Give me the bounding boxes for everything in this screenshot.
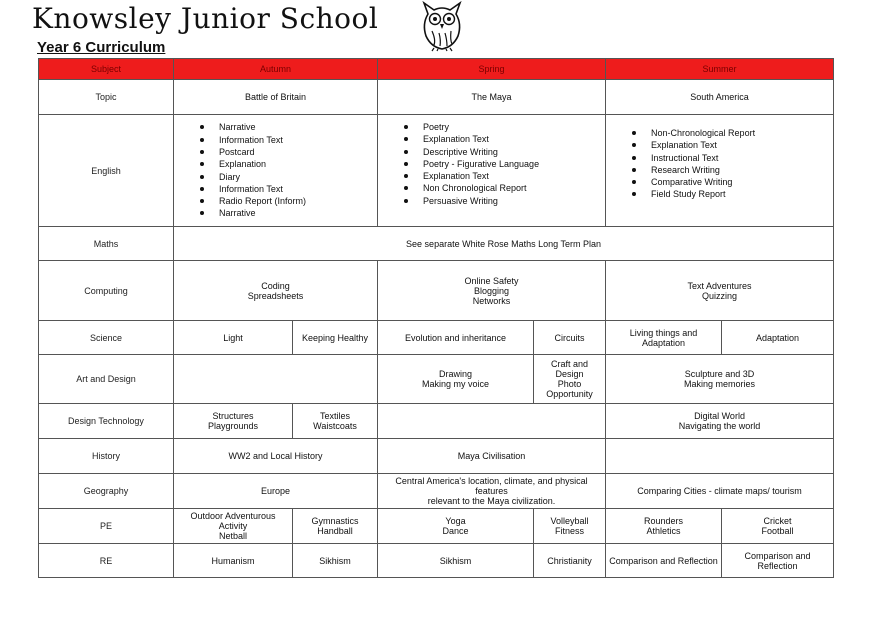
table-cell (606, 439, 834, 474)
list-item: Field Study Report (651, 188, 830, 200)
table-cell: Text Adventures Quizzing (606, 261, 834, 321)
table-cell: The Maya (378, 80, 606, 115)
table-cell: Sculpture and 3D Making memories (606, 355, 834, 404)
bullet-list (609, 127, 830, 201)
table-row (39, 404, 834, 439)
list-item: Poetry - Figurative Language (423, 158, 602, 170)
table-cell: Drawing Making my voice (378, 355, 534, 404)
table-cell: Europe (174, 474, 378, 509)
table-cell: Gymnastics Handball (293, 509, 378, 544)
list-item: Narrative (219, 207, 374, 219)
list-item: Narrative (219, 121, 374, 133)
column-header: Autumn (174, 59, 378, 80)
list-item: Instructional Text (651, 152, 830, 164)
table-row (39, 474, 834, 509)
list-item: Explanation Text (423, 133, 602, 145)
table-cell: WW2 and Local History (174, 439, 378, 474)
table-row (39, 355, 834, 404)
table-cell (606, 115, 834, 227)
subject-cell: Science (39, 321, 174, 355)
table-cell: Living things and Adaptation (606, 321, 722, 355)
subject-cell: History (39, 439, 174, 474)
table-cell: Central America's location, climate, and physical features relevant to the Maya civilization. (378, 474, 606, 509)
list-item: Persuasive Writing (423, 195, 602, 207)
owl-icon (420, 0, 464, 52)
table-cell: Maya Civilisation (378, 439, 606, 474)
list-item: Poetry (423, 121, 602, 133)
page-subtitle: Year 6 Curriculum (37, 39, 166, 56)
table-header-row (39, 59, 834, 80)
table-cell: Comparison and Reflection (722, 544, 834, 578)
table-cell: Digital World Navigating the world (606, 404, 834, 439)
table-cell: Rounders Athletics (606, 509, 722, 544)
table-cell: Yoga Dance (378, 509, 534, 544)
table-cell: Volleyball Fitness (534, 509, 606, 544)
subject-cell: Computing (39, 261, 174, 321)
column-header: Spring (378, 59, 606, 80)
subject-cell: PE (39, 509, 174, 544)
list-item: Explanation (219, 158, 374, 170)
table-cell: Sikhism (378, 544, 534, 578)
list-item: Descriptive Writing (423, 146, 602, 158)
table-cell: Coding Spreadsheets (174, 261, 378, 321)
document-header (32, 0, 492, 60)
table-cell: Keeping Healthy (293, 321, 378, 355)
list-item: Non Chronological Report (423, 182, 602, 194)
table-cell (174, 115, 378, 227)
table-cell: Circuits (534, 321, 606, 355)
table-cell: Humanism (174, 544, 293, 578)
table-row (39, 439, 834, 474)
table-cell: Christianity (534, 544, 606, 578)
table-row (39, 509, 834, 544)
table-cell: Outdoor Adventurous Activity Netball (174, 509, 293, 544)
subject-cell: Geography (39, 474, 174, 509)
table-cell: Textiles Waistcoats (293, 404, 378, 439)
subject-cell: English (39, 115, 174, 227)
table-row (39, 261, 834, 321)
column-header: Summer (606, 59, 834, 80)
table-row (39, 80, 834, 115)
subject-cell: Art and Design (39, 355, 174, 404)
school-title: Knowsley Junior School (32, 2, 379, 35)
list-item: Explanation Text (423, 170, 602, 182)
table-row (39, 544, 834, 578)
table-cell (378, 115, 606, 227)
table-cell: See separate White Rose Maths Long Term Plan (174, 227, 834, 261)
list-item: Research Writing (651, 164, 830, 176)
list-item: Radio Report (Inform) (219, 195, 374, 207)
table-cell (378, 404, 606, 439)
table-cell: Comparing Cities - climate maps/ tourism (606, 474, 834, 509)
list-item: Information Text (219, 183, 374, 195)
curriculum-table (38, 58, 834, 578)
list-item: Non-Chronological Report (651, 127, 830, 139)
table-cell: Comparison and Reflection (606, 544, 722, 578)
table-cell: Sikhism (293, 544, 378, 578)
table-cell: Online Safety Blogging Networks (378, 261, 606, 321)
list-item: Explanation Text (651, 139, 830, 151)
table-cell: Cricket Football (722, 509, 834, 544)
table-row (39, 227, 834, 261)
table-cell: Craft and Design Photo Opportunity (534, 355, 606, 404)
subject-cell: RE (39, 544, 174, 578)
table-cell: Light (174, 321, 293, 355)
table-cell: Evolution and inheritance (378, 321, 534, 355)
subject-cell: Design Technology (39, 404, 174, 439)
list-item: Comparative Writing (651, 176, 830, 188)
table-row (39, 115, 834, 227)
bullet-list (177, 121, 374, 219)
table-cell: Structures Playgrounds (174, 404, 293, 439)
table-cell: Adaptation (722, 321, 834, 355)
bullet-list (381, 121, 602, 207)
subject-cell: Topic (39, 80, 174, 115)
column-header: Subject (39, 59, 174, 80)
list-item: Information Text (219, 134, 374, 146)
table-cell (174, 355, 378, 404)
table-cell: South America (606, 80, 834, 115)
table-cell: Battle of Britain (174, 80, 378, 115)
list-item: Postcard (219, 146, 374, 158)
table-row (39, 321, 834, 355)
list-item: Diary (219, 171, 374, 183)
subject-cell: Maths (39, 227, 174, 261)
